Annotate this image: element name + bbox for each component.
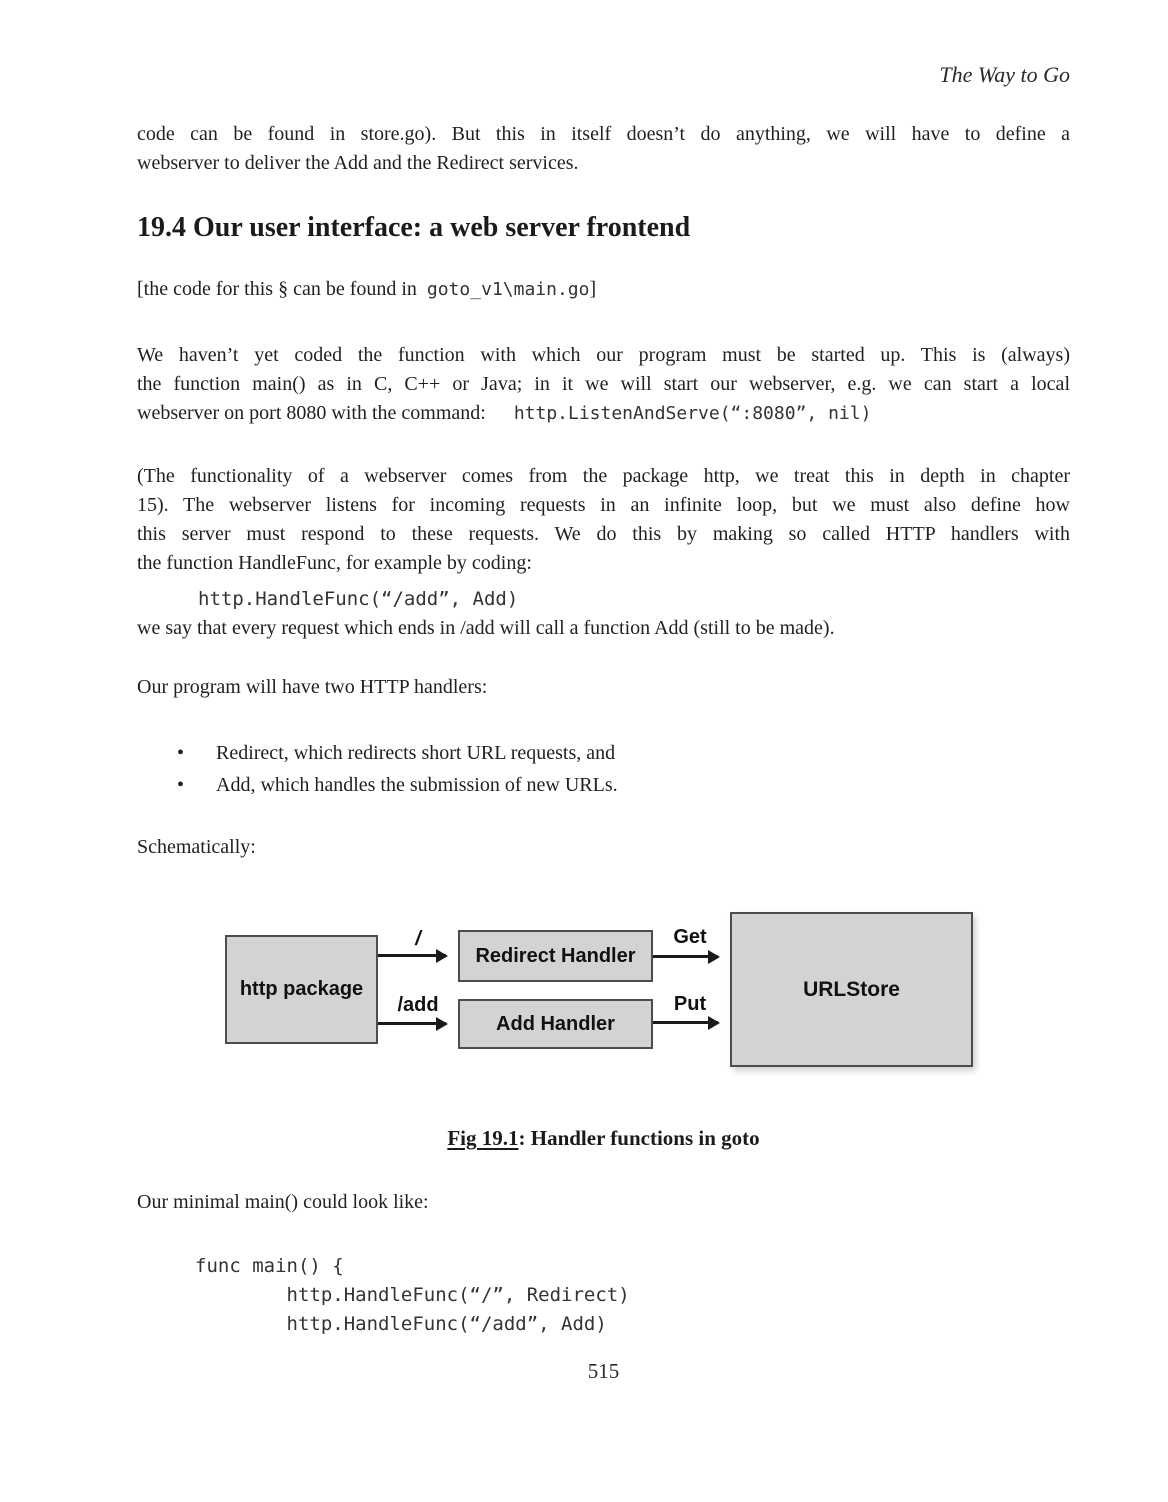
paragraph-line [137,399,1070,428]
code-ref-prefix: [the code for this § can be found in [137,278,417,300]
paragraph-line: the function main() as in C, C++ or Java; in it we will start our webserver, e.g. we can start a local [137,373,1070,395]
arrow-root-to-redirect-handler [378,954,446,957]
code-ref-suffix: ] [589,278,597,300]
paragraph-line: webserver to deliver the Add and the Redirect services. [137,152,579,174]
arrow-label-add-path: /add [397,994,439,1016]
bullet-icon: • [177,742,185,764]
paragraph-line: the function HandleFunc, for example by coding: [137,552,532,574]
paragraph-main-function [137,341,1070,428]
code-line: http.HandleFunc(“/”, Redirect) [195,1284,630,1306]
arrow-add-to-urlstore [653,1021,718,1024]
code-line: http.HandleFunc(“/add”, Add) [195,1313,607,1335]
diagram-box-urlstore: URLStore [730,912,973,1067]
diagram-box-http-package: http package [225,935,378,1044]
paragraph-schematically: Schematically: [137,836,256,858]
list-item-text: Redirect, which redirects short URL requests, and [216,742,616,764]
page-number: 515 [587,1359,620,1383]
arrow-label-get: Get [673,926,707,948]
paragraph-line: (The functionality of a webserver comes from the package http, we treat this in depth in chapter [137,465,1070,487]
paragraph-minimal-main: Our minimal main() could look like: [137,1191,429,1213]
paragraph-handlers [137,462,1070,578]
arrow-add-to-add-handler [378,1022,446,1025]
paragraph-line: We haven’t yet coded the function with which our program must be started up. This is (always) [137,344,1070,366]
code-line: func main() { [195,1255,344,1277]
list-item-text: Add, which handles the submission of new URLs. [216,774,618,796]
arrow-label-root-path: / [415,928,421,950]
figure-caption-label: Fig 19.1 [447,1126,519,1150]
code-block-main [195,1252,1070,1339]
section-heading: 19.4 Our user interface: a web server frontend [137,212,691,243]
paragraph-line: this server must respond to these requests. We do this by making so called HTTP handlers with [137,523,1070,545]
arrow-redirect-to-urlstore [653,955,718,958]
diagram-box-add-handler: Add Handler [458,999,653,1049]
paragraph-we-say: we say that every request which ends in /add will call a function Add (still to be made). [137,617,835,639]
book-page [0,62,1168,1502]
handlers-bullet-list [137,737,1070,801]
list-item [137,769,1070,801]
inline-code-handlefunc-add: http.HandleFunc(“/add”, Add) [198,588,519,610]
paragraph-line-text: webserver on port 8080 with the command: [137,402,486,424]
paragraph-line: code can be found in store.go). But this in itself doesn’t do anything, we will have to define a [137,123,1070,145]
running-head: The Way to Go [939,62,1070,87]
list-item [137,737,1070,769]
intro-paragraph [137,120,1070,178]
inline-code-listenandserve: http.ListenAndServe(“:8080”, nil) [513,403,872,424]
figure-caption-text: : Handler functions in goto [518,1126,760,1150]
figure-diagram [137,902,1070,1082]
code-ref-path: goto_v1\main.go [426,279,590,300]
paragraph-two-handlers: Our program will have two HTTP handlers: [137,676,488,698]
arrow-label-put: Put [673,993,707,1015]
code-reference-note [137,275,1070,304]
diagram-box-redirect-handler: Redirect Handler [458,930,653,982]
paragraph-line: 15). The webserver listens for incoming requests in an infinite loop, but we must also define how [137,494,1070,516]
figure-caption [137,1125,1070,1151]
bullet-icon: • [177,774,185,796]
